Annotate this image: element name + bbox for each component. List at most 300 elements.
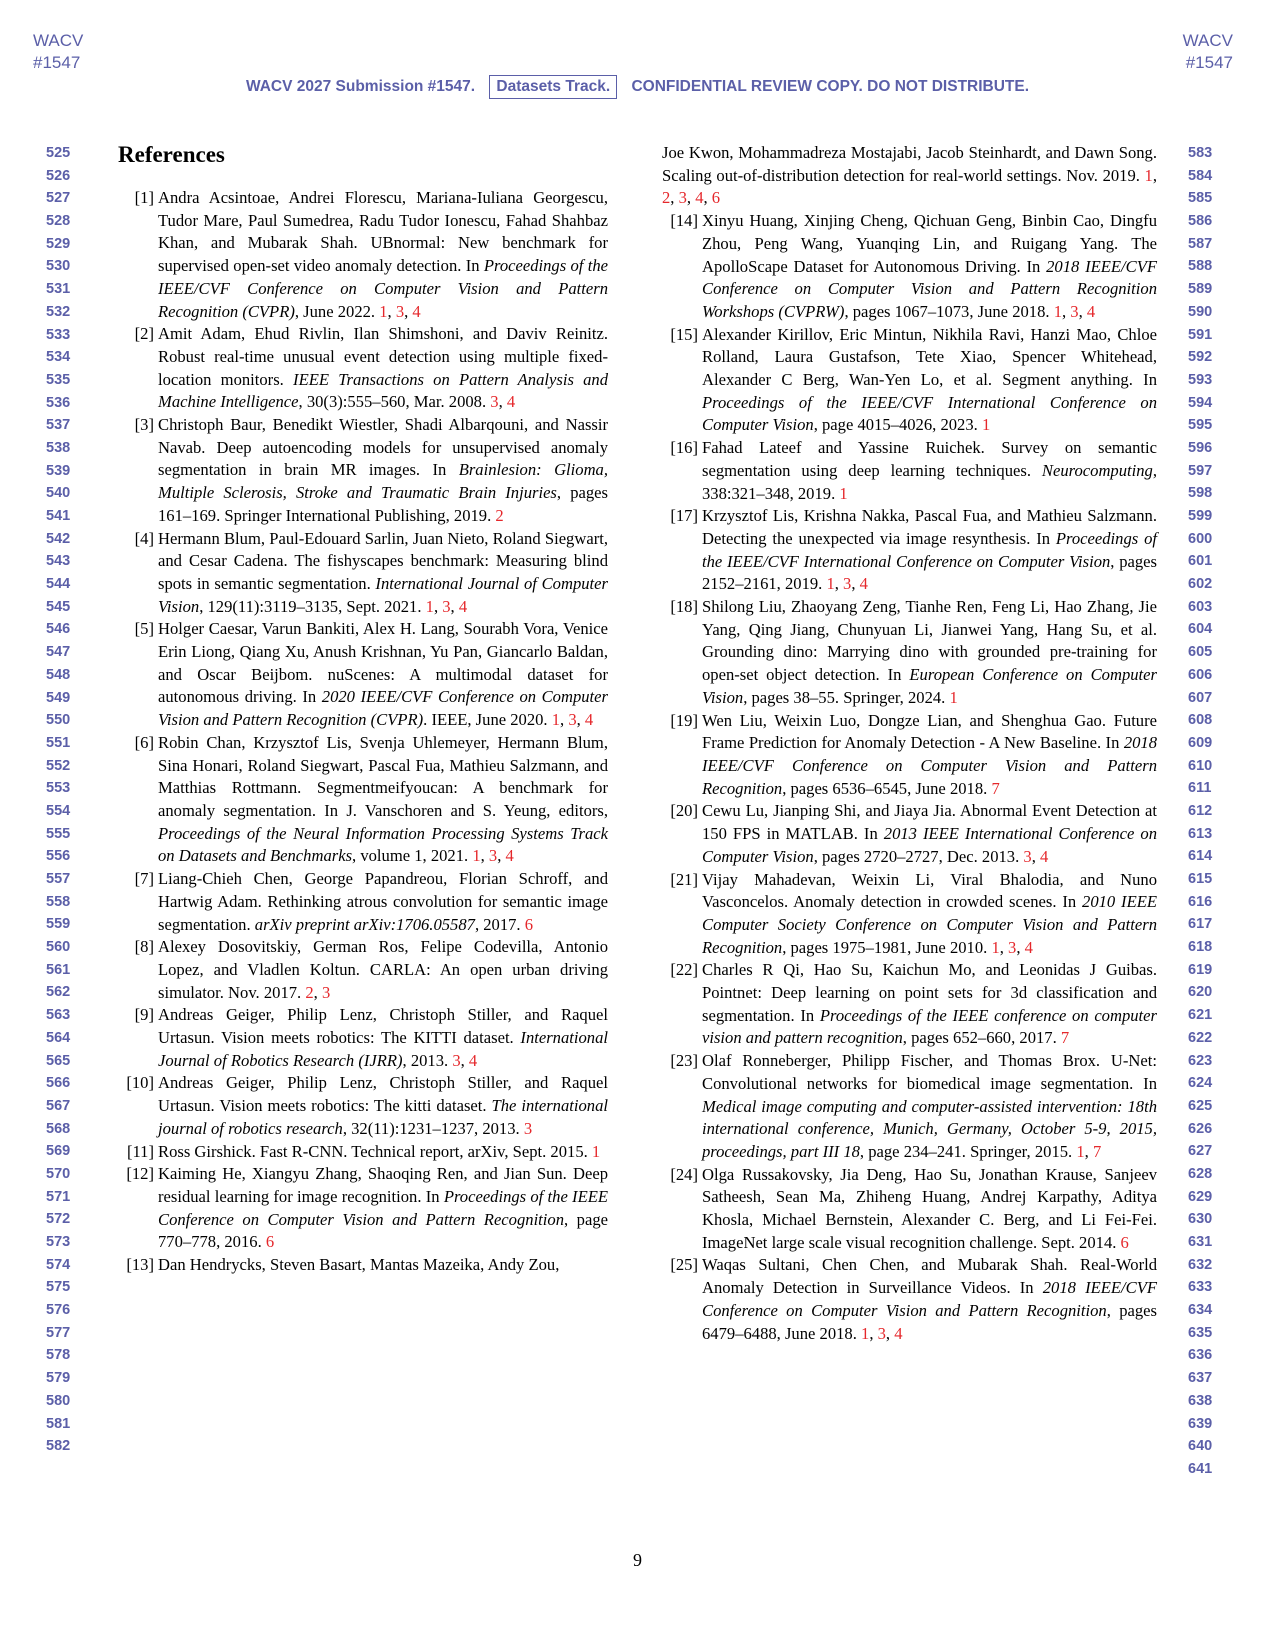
line-number: 638	[1188, 1392, 1213, 1409]
line-number: 579	[46, 1370, 71, 1387]
line-number: 588	[1188, 258, 1213, 275]
reference-item	[662, 1050, 1157, 1164]
reference-text: Xinyu Huang, Xinjing Cheng, Qichuan Geng, Binbin Cao, Dingfu Zhou, Peng Wang, Yuanqing Lin, and Ruigang Yang. The ApolloScape Dataset for Autonomous Driving. In	[702, 211, 1157, 276]
reference-text: ,	[1152, 165, 1157, 185]
reference-item	[662, 324, 1157, 438]
reference-number: [24]	[670, 1164, 698, 1184]
venue-title: Proceedings of the IEEE/CVF International Conference on Computer Vision	[702, 528, 1157, 571]
line-number: 537	[46, 417, 71, 434]
corner-left-venue: WACV	[33, 31, 84, 50]
citation-backref-link[interactable]: 3	[678, 188, 687, 208]
line-number: 550	[46, 712, 71, 729]
reference-text: , page 770–778, 2016.	[158, 1209, 608, 1252]
reference-text: Hermann Blum, Paul-Edouard Sarlin, Juan Nieto, Roland Siegwart, and Cesar Cadena. The fishyscapes benchmark: Measuring blind spots in semantic segmentation.	[158, 528, 608, 593]
reference-text: ,	[1016, 937, 1025, 957]
reference-text: Alexey Dosovitskiy, German Ros, Felipe Codevilla, Antonio Lopez, and Vladlen Koltun. CARLA: An open urban driving simulator. Nov. 2017.	[158, 937, 608, 1002]
reference-body	[702, 506, 1157, 593]
citation-backref-link[interactable]: 3	[877, 1323, 886, 1343]
reference-number: [9]	[134, 1005, 154, 1025]
citation-backref-link[interactable]: 4	[584, 710, 594, 730]
line-number: 620	[1188, 984, 1213, 1001]
corner-left-id: #1547	[33, 53, 81, 72]
citation-backref-link[interactable]: 4	[1040, 846, 1049, 866]
reference-body	[158, 1073, 608, 1137]
reference-item	[118, 1004, 608, 1072]
reference-number: [23]	[670, 1051, 698, 1071]
reference-body	[702, 960, 1157, 1047]
line-number: 621	[1188, 1007, 1213, 1024]
line-number: 558	[46, 893, 71, 910]
reference-number: [3]	[134, 415, 154, 435]
line-number: 542	[46, 530, 71, 547]
corner-label-left	[33, 30, 83, 74]
line-number: 630	[1188, 1211, 1213, 1228]
reference-item	[662, 869, 1157, 960]
reference-text: , volume 1, 2021.	[352, 846, 473, 866]
citation-backref-link[interactable]: 2	[662, 188, 671, 208]
venue-title: 2013 IEEE International Conference on Computer Vision	[702, 824, 1157, 866]
line-number: 540	[46, 485, 71, 502]
reference-text: Shilong Liu, Zhaoyang Zeng, Tianhe Ren, Feng Li, Hao Zhang, Jie Yang, Qing Jiang, Chunyuan Li, Jianwei Yang, Hang Su, et al. Grounding dino: Marrying dino with grounded pre-training for open-set object detection. In	[702, 597, 1157, 685]
citation-backref-link[interactable]: 1	[379, 301, 388, 321]
citation-backref-link[interactable]: 6	[524, 914, 534, 934]
reference-text: , 129(11):3119–3135, Sept. 2021.	[199, 596, 426, 616]
line-number: 616	[1188, 893, 1213, 910]
line-number: 623	[1188, 1052, 1213, 1069]
reference-item	[118, 1141, 608, 1164]
citation-backref-link[interactable]: 3	[843, 574, 852, 594]
corner-right-id: #1547	[1185, 53, 1233, 72]
citation-backref-link[interactable]: 1	[826, 574, 835, 594]
citation-backref-link[interactable]: 6	[265, 1232, 275, 1252]
line-number: 593	[1188, 371, 1213, 388]
line-number: 603	[1188, 598, 1213, 615]
reference-item	[662, 596, 1157, 710]
citation-backref-link[interactable]: 1	[861, 1323, 870, 1343]
line-number: 618	[1188, 939, 1213, 956]
reference-body	[158, 1255, 559, 1274]
citation-backref-link[interactable]: 4	[458, 596, 468, 616]
line-number: 554	[46, 802, 71, 819]
line-number: 567	[46, 1097, 71, 1114]
citation-backref-link[interactable]: 4	[695, 188, 704, 208]
reference-item	[118, 528, 608, 619]
line-number: 631	[1188, 1234, 1213, 1250]
citation-backref-link[interactable]: 7	[1092, 1141, 1102, 1161]
line-number: 613	[1188, 825, 1213, 842]
citation-backref-link[interactable]: 3	[1008, 937, 1017, 957]
citation-backref-link[interactable]: 3	[488, 846, 498, 866]
reference-text: Andreas Geiger, Philip Lenz, Christoph Stiller, and Raquel Urtasun. Vision meets robotics: The kitti dataset.	[158, 1073, 608, 1116]
citation-backref-link[interactable]: 4	[894, 1323, 903, 1343]
page-number: 9	[633, 1550, 642, 1570]
venue-title: 2018 IEEE/CVF Conference on Computer Vision and Pattern Recognition	[702, 1278, 1157, 1320]
reference-number: [8]	[134, 937, 154, 957]
reference-text: . IEEE, June 2020.	[423, 710, 552, 730]
line-number: 606	[1188, 666, 1213, 683]
reference-body	[158, 733, 608, 866]
line-number: 599	[1188, 508, 1213, 524]
line-numbers-left	[46, 142, 86, 1458]
line-number: 576	[46, 1302, 71, 1319]
reference-text: , 338:321–348, 2019.	[702, 460, 1157, 503]
reference-number: [11]	[126, 1141, 154, 1161]
line-number: 639	[1188, 1415, 1213, 1432]
reference-item	[118, 732, 608, 868]
reference-number: [5]	[134, 619, 154, 639]
reference-text: Christoph Baur, Benedikt Wiestler, Shadi Albarqouni, and Nassir Navab. Deep autoencoding models for unsupervised anomaly segmentation in brain MR images. In	[158, 415, 608, 480]
header-track-badge: Datasets Track.	[489, 75, 617, 99]
line-number: 572	[46, 1211, 71, 1228]
line-number: 553	[46, 780, 71, 797]
reference-text: ,	[1061, 301, 1071, 321]
line-number: 528	[46, 213, 71, 230]
citation-backref-link[interactable]: 7	[991, 778, 1000, 798]
line-number: 575	[46, 1279, 71, 1296]
citation-backref-link[interactable]: 7	[1060, 1028, 1070, 1048]
line-number: 566	[46, 1075, 71, 1092]
line-number: 547	[46, 644, 71, 661]
reference-body	[158, 1164, 608, 1251]
citation-backref-link[interactable]: 4	[468, 1050, 478, 1070]
line-number: 570	[46, 1165, 71, 1182]
reference-text: Alexander Kirillov, Eric Mintun, Nikhila Ravi, Hanzi Mao, Chloe Rolland, Laura Gustafson, Tete Xiao, Spencer Whitehead, Alexander C Berg, Wan-Yen Lo, et al. Segment anything. In	[702, 324, 1157, 390]
line-number: 548	[46, 666, 71, 683]
line-number: 581	[46, 1415, 71, 1432]
line-number: 586	[1188, 213, 1213, 230]
reference-item	[118, 868, 608, 936]
reference-text: ,	[703, 188, 712, 208]
reference-text: , pages 6479–6488, June 2018.	[702, 1300, 1157, 1343]
reference-number: [4]	[134, 528, 154, 548]
line-number: 634	[1188, 1302, 1213, 1319]
reference-text: ,	[1031, 846, 1040, 866]
reference-text: Ross Girshick. Fast R-CNN. Technical report, arXiv, Sept. 2015.	[158, 1141, 592, 1161]
line-number: 536	[46, 394, 71, 411]
citation-backref-link[interactable]: 2	[305, 982, 314, 1002]
line-number: 530	[46, 258, 71, 275]
line-number: 574	[46, 1256, 71, 1273]
reference-text: ,	[999, 937, 1009, 957]
line-number: 565	[46, 1052, 71, 1069]
citation-backref-link[interactable]: 2	[495, 505, 504, 525]
venue-title: Proceedings of the Neural Information Processing Systems Track on Datasets and Benchmarks	[158, 823, 608, 866]
line-number: 545	[46, 598, 71, 615]
reference-list-left	[118, 187, 608, 1277]
citation-backref-link[interactable]: 1	[1144, 165, 1153, 185]
reference-item	[662, 800, 1157, 868]
line-number: 604	[1188, 621, 1213, 638]
corner-right-venue: WACV	[1182, 31, 1233, 50]
citation-backref-link[interactable]: 1	[591, 1141, 601, 1161]
reference-number: [17]	[670, 506, 698, 526]
reference-text: ,	[497, 846, 506, 866]
line-number: 602	[1188, 576, 1213, 593]
line-number: 543	[46, 553, 71, 570]
citation-backref-link[interactable]: 1	[551, 710, 561, 730]
reference-item	[662, 1254, 1157, 1345]
line-number: 546	[46, 621, 71, 638]
reference-item	[662, 1164, 1157, 1255]
citation-backref-link[interactable]: 4	[505, 846, 514, 866]
line-number: 632	[1188, 1256, 1213, 1273]
citation-backref-link[interactable]: 3	[490, 392, 499, 412]
citation-backref-link[interactable]: 6	[711, 188, 721, 208]
citation-backref-link[interactable]: 4	[412, 301, 421, 321]
line-number: 569	[46, 1143, 71, 1160]
line-number: 624	[1188, 1075, 1213, 1092]
line-number: 636	[1188, 1347, 1213, 1364]
reference-text: , pages 1975–1981, June 2010.	[782, 937, 992, 957]
reference-item	[118, 1163, 608, 1254]
citation-backref-link[interactable]: 4	[1024, 937, 1033, 957]
header-confidential: CONFIDENTIAL REVIEW COPY. DO NOT DISTRIBUTE.	[631, 78, 1030, 95]
reference-text: , 32(11):1231–1237, 2013.	[342, 1118, 524, 1138]
citation-backref-link[interactable]: 1	[981, 415, 991, 435]
reference-item	[118, 414, 608, 528]
reference-body	[158, 1142, 600, 1161]
reference-text: Andra Acsintoae, Andrei Florescu, Mariana-Iuliana Georgescu, Tudor Mare, Paul Sumedrea, Radu Tudor Ionescu, Fahad Shahbaz Khan, and Mubarak Shah. UBnormal: New benchmark for supervised open-set video anomaly detection. In	[158, 188, 608, 276]
venue-title: Proceedings of the IEEE conference on computer vision and pattern recognition	[702, 1005, 1157, 1048]
reference-item	[662, 210, 1157, 324]
reference-text: , pages 652–660, 2017.	[902, 1028, 1061, 1048]
reference-text: Joe Kwon, Mohammadreza Mostajabi, Jacob Steinhardt, and Dawn Song. Scaling out-of-distribution detection for real-world settings. Nov. 2019.	[662, 143, 1157, 185]
line-number: 626	[1188, 1120, 1213, 1137]
line-number: 608	[1188, 712, 1213, 729]
citation-backref-link[interactable]: 4	[1086, 301, 1096, 321]
line-number: 555	[46, 825, 71, 842]
line-number: 597	[1188, 462, 1213, 479]
reference-text: ,	[387, 301, 396, 321]
citation-backref-link[interactable]: 1	[949, 687, 958, 707]
reference-number: [13]	[126, 1255, 154, 1275]
reference-number: [2]	[134, 324, 154, 344]
reference-text: Olga Russakovsky, Jia Deng, Hao Su, Jonathan Krause, Sanjeev Satheesh, Sean Ma, Zhiheng Huang, Andrej Karpathy, Aditya Khosla, Michael Bernstein, Alexander C. Berg, and Li Fei-Fei. ImageNet large scale visual recognition challenge. Sept. 2014.	[702, 1164, 1157, 1252]
reference-text: Amit Adam, Ehud Rivlin, Ilan Shimshoni, and Daviv Reinitz. Robust real-time unusual event detection using multiple fixed-location monitors.	[158, 324, 608, 389]
reference-number: [6]	[134, 732, 154, 752]
line-number: 549	[46, 689, 71, 706]
reference-item	[118, 936, 608, 1004]
line-number: 544	[46, 576, 71, 593]
line-number: 619	[1188, 961, 1213, 978]
reference-text: , pages 161–169. Springer International Publishing, 2019.	[158, 483, 608, 525]
reference-body	[702, 438, 1157, 502]
reference-text: , page 4015–4026, 2023.	[813, 415, 982, 435]
reference-text: ,	[576, 710, 585, 730]
reference-text: ,	[433, 596, 443, 616]
reference-body	[702, 1165, 1157, 1252]
line-number: 584	[1188, 167, 1213, 184]
venue-title: Proceedings of the IEEE/CVF Conference on Computer Vision and Pattern Recognition (CVPR)	[158, 256, 608, 321]
citation-backref-link[interactable]: 1	[991, 937, 1000, 957]
reference-text: ,	[313, 982, 322, 1002]
reference-number: [1]	[134, 188, 154, 207]
line-number: 596	[1188, 439, 1213, 456]
line-number: 535	[46, 371, 71, 388]
reference-text: Robin Chan, Krzysztof Lis, Svenja Uhlemeyer, Hermann Blum, Sina Honari, Roland Siegwart, Pascal Fua, Mathieu Salzmann, and Matthias Rottmann. Segmentmeifyoucan: A benchmark for anomaly segmentation. In J. Vanschoren and S. Yeung, editors,	[158, 732, 608, 820]
line-number: 577	[46, 1324, 71, 1341]
reference-text: , pages 2152–2161, 2019.	[702, 551, 1157, 594]
line-number: 527	[46, 190, 71, 207]
line-number: 640	[1188, 1438, 1213, 1455]
reference-number: [15]	[670, 324, 698, 344]
reference-text: ,	[670, 188, 679, 208]
line-number: 551	[46, 734, 71, 751]
citation-backref-link[interactable]: 3	[395, 301, 405, 321]
citation-backref-link[interactable]: 1	[425, 596, 434, 616]
reference-item	[662, 710, 1157, 801]
citation-backref-link[interactable]: 1	[839, 483, 848, 503]
page-header	[0, 75, 1275, 99]
reference-body	[158, 869, 608, 933]
reference-body	[702, 801, 1157, 865]
reference-list-right	[662, 210, 1157, 1345]
line-number: 591	[1188, 326, 1213, 343]
line-number: 557	[46, 871, 71, 887]
reference-text: Fahad Lateef and Yassine Ruichek. Survey on semantic segmentation using deep learning techniques.	[702, 438, 1157, 480]
reference-text: ,	[869, 1323, 878, 1343]
line-number: 556	[46, 848, 71, 865]
line-number: 541	[46, 508, 71, 524]
reference-item	[118, 323, 608, 414]
citation-backref-link[interactable]: 1	[1053, 301, 1062, 321]
reference-item	[118, 618, 608, 732]
reference-number: [7]	[134, 869, 154, 889]
reference-number: [20]	[670, 801, 698, 821]
citation-backref-link[interactable]: 3	[321, 982, 331, 1002]
reference-text: Dan Hendrycks, Steven Basart, Mantas Mazeika, Andy Zou,	[158, 1255, 560, 1275]
venue-title: 2018 IEEE/CVF Conference on Computer Vision and Pattern Recognition Workshops (CVPRW)	[702, 256, 1157, 321]
reference-number: [22]	[670, 960, 698, 980]
reference-text: ,	[885, 1323, 895, 1343]
line-number: 582	[46, 1438, 71, 1455]
reference-body	[158, 529, 608, 616]
reference-continuation	[662, 142, 1157, 210]
line-number: 595	[1188, 417, 1213, 434]
reference-text: ,	[560, 710, 569, 730]
line-number: 615	[1188, 871, 1213, 887]
line-number: 531	[46, 281, 71, 298]
venue-title: European Conference on Computer Vision	[702, 665, 1157, 707]
line-number: 614	[1188, 848, 1213, 865]
line-number: 585	[1188, 190, 1213, 207]
citation-backref-link[interactable]: 4	[506, 392, 516, 412]
right-column	[662, 142, 1157, 1345]
venue-title: International Journal of Computer Vision	[158, 573, 608, 616]
venue-title: Proceedings of the IEEE Conference on Computer Vision and Pattern Recognition	[158, 1186, 608, 1229]
corner-label-right	[1183, 30, 1233, 74]
line-number: 594	[1188, 394, 1213, 411]
citation-backref-link[interactable]: 3	[1023, 846, 1032, 866]
citation-backref-link[interactable]: 3	[523, 1118, 533, 1138]
line-number: 641	[1188, 1460, 1213, 1477]
venue-title: Neurocomputing	[1041, 460, 1153, 480]
line-number: 563	[46, 1007, 71, 1024]
line-number: 607	[1188, 689, 1213, 706]
citation-backref-link[interactable]: 1	[1076, 1141, 1085, 1161]
citation-backref-link[interactable]: 1	[472, 846, 481, 866]
line-number: 637	[1188, 1370, 1213, 1387]
line-number: 532	[46, 303, 71, 320]
reference-text: Waqas Sultani, Chen Chen, and Mubarak Shah. Real-World Anomaly Detection in Surveillance Videos. In	[702, 1255, 1157, 1298]
reference-number: [10]	[126, 1073, 154, 1093]
citation-backref-link[interactable]: 3	[568, 710, 577, 730]
reference-number: [14]	[670, 211, 698, 231]
line-number: 583	[1188, 145, 1213, 161]
reference-body	[158, 415, 608, 525]
line-number: 629	[1188, 1188, 1213, 1205]
venue-title: Medical image computing and computer-assisted intervention: 18th international conference, Munich, Germany, October 5-9, 2015, proceedings, part III 18	[702, 1096, 1157, 1161]
reference-body	[158, 619, 608, 729]
venue-title: 2020 IEEE/CVF Conference on Computer Vision and Pattern Recognition (CVPR)	[158, 687, 608, 730]
line-number: 529	[46, 235, 71, 252]
citation-backref-link[interactable]: 3	[1070, 301, 1079, 321]
reference-text: Vijay Mahadevan, Weixin Li, Viral Bhalodia, and Nuno Vasconcelos. Anomaly detection in crowded scenes. In	[702, 869, 1157, 912]
reference-text: ,	[450, 596, 459, 616]
reference-text: , pages 38–55. Springer, 2024.	[743, 687, 950, 707]
venue-title: The international journal of robotics research	[158, 1096, 608, 1138]
venue-title: Brainlesion: Glioma, Multiple Sclerosis, Stroke and Traumatic Brain Injuries	[158, 460, 608, 503]
line-number: 627	[1188, 1143, 1213, 1160]
line-number: 600	[1188, 530, 1213, 547]
reference-text: , June 2022.	[294, 301, 380, 321]
line-number: 592	[1188, 349, 1213, 366]
line-number: 628	[1188, 1165, 1213, 1182]
line-number: 562	[46, 984, 71, 1001]
reference-number: [25]	[670, 1255, 698, 1275]
reference-item	[118, 187, 608, 323]
section-title: References	[118, 142, 225, 167]
line-number: 635	[1188, 1324, 1213, 1341]
reference-text: Kaiming He, Xiangyu Zhang, Shaoqing Ren, and Jian Sun. Deep residual learning for image recognition. In	[158, 1164, 608, 1206]
line-number: 598	[1188, 485, 1213, 502]
reference-text: ,	[1078, 301, 1087, 321]
line-number: 601	[1188, 553, 1213, 570]
reference-text: ,	[498, 392, 507, 412]
reference-number: [18]	[670, 597, 698, 617]
reference-number: [19]	[670, 710, 698, 730]
reference-number: [21]	[670, 869, 698, 889]
line-number: 561	[46, 961, 71, 978]
line-number: 559	[46, 916, 71, 933]
reference-text: Andreas Geiger, Philip Lenz, Christoph Stiller, and Raquel Urtasun. Vision meets robotics: The KITTI dataset.	[158, 1005, 608, 1048]
line-number: 573	[46, 1234, 71, 1250]
citation-backref-link[interactable]: 3	[452, 1050, 461, 1070]
citation-backref-link[interactable]: 3	[442, 596, 451, 616]
line-number: 534	[46, 349, 71, 366]
line-number: 571	[46, 1188, 71, 1205]
venue-title: 2018 IEEE/CVF Conference on Computer Vision and Pattern Recognition	[702, 733, 1157, 798]
reference-item	[118, 1072, 608, 1140]
line-numbers-right	[1188, 142, 1233, 1481]
reference-text: Liang-Chieh Chen, George Papandreou, Florian Schroff, and Hartwig Adam. Rethinking atrous convolution for semantic image segmentation.	[158, 869, 608, 934]
reference-text: Krzysztof Lis, Krishna Nakka, Pascal Fua, and Mathieu Salzmann. Detecting the unexpected via image resynthesis. In	[702, 506, 1157, 548]
line-number: 587	[1188, 235, 1213, 252]
reference-body	[702, 211, 1157, 321]
citation-backref-link[interactable]: 6	[1120, 1232, 1129, 1252]
line-number: 568	[46, 1120, 71, 1137]
reference-body	[702, 1255, 1157, 1342]
venue-title: Proceedings of the IEEE/CVF International Conference on Computer Vision	[702, 392, 1157, 435]
line-number: 533	[46, 326, 71, 343]
line-number: 564	[46, 1029, 71, 1046]
line-number: 605	[1188, 644, 1213, 661]
reference-text: , 2017.	[474, 914, 525, 934]
citation-backref-link[interactable]: 4	[859, 574, 868, 594]
reference-item	[662, 437, 1157, 505]
reference-number: [12]	[126, 1164, 154, 1184]
venue-title: International Journal of Robotics Research (IJRR)	[158, 1028, 608, 1070]
